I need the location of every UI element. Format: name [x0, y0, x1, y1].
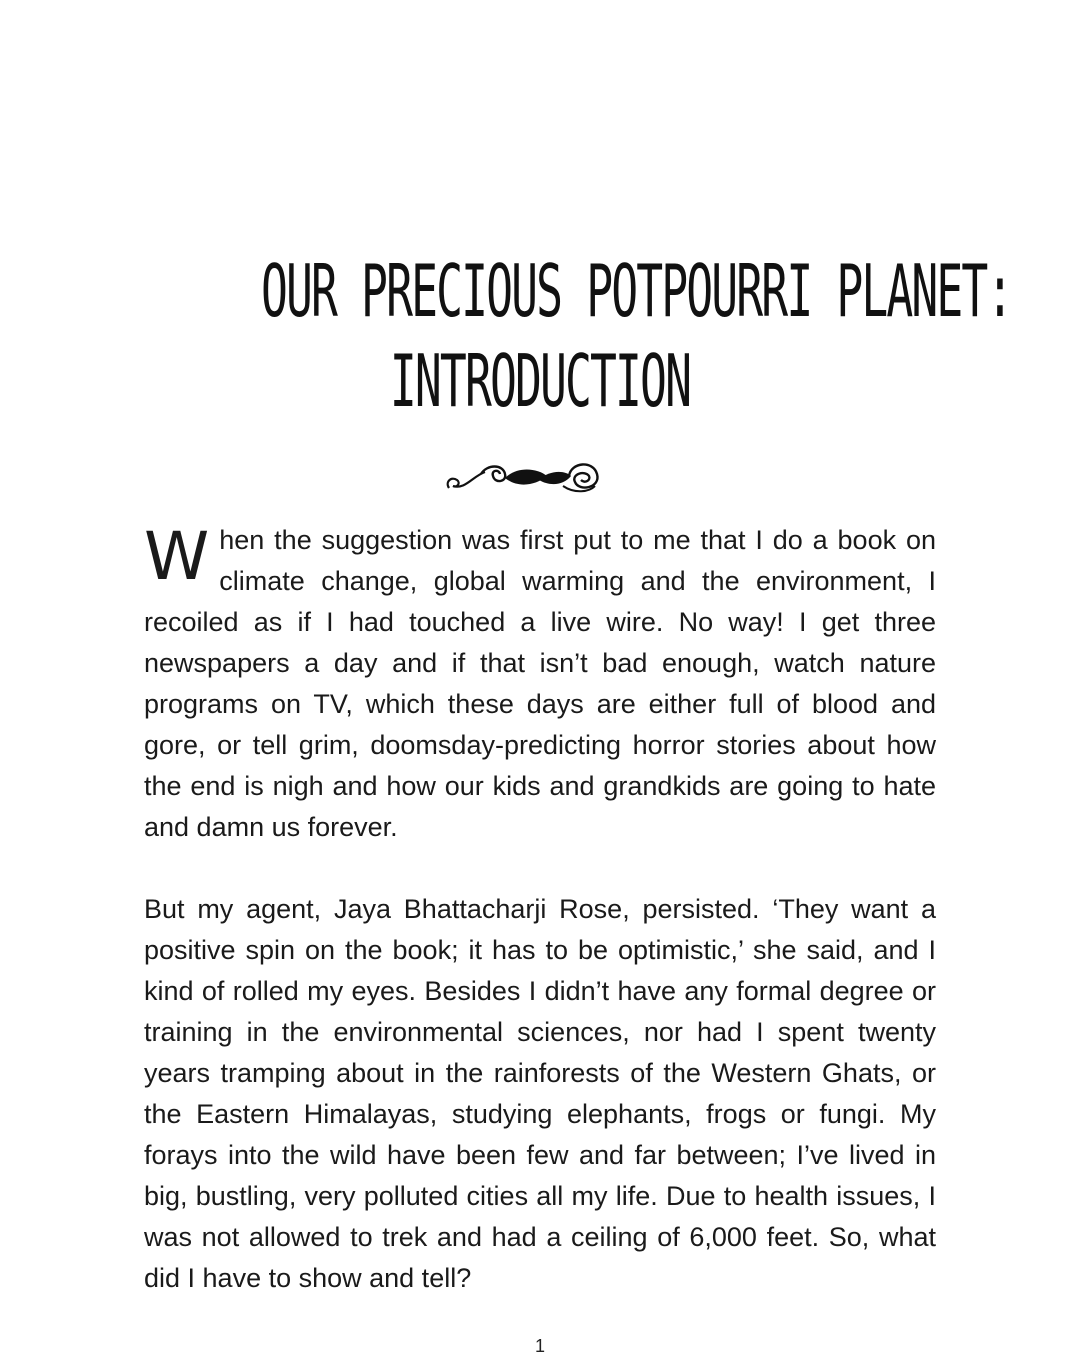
page-number: 1: [534, 1336, 545, 1356]
chapter-title-line-1: OUR PRECIOUS POTPOURRI PLANET:: [261, 249, 1012, 333]
paragraph-1-text: hen the suggestion was first put to me that I do a book on climate change, global warming and the environment, I recoiled as if I had touched a live wire. No way! I get three newspapers a day and if that isn’t bad enough, watch nature programs on TV, which these days are either full of blood and gore, or tell grim, doomsday-predicting horror stories about how the end is nigh and how our kids and grandkids are going to hate and damn us forever.: [144, 525, 936, 842]
drop-cap: W: [144, 518, 210, 595]
decorative-flourish-icon: [443, 456, 603, 498]
chapter-title-line-2: INTRODUCTION: [389, 339, 691, 423]
paragraph-2: But my agent, Jaya Bhattacharji Rose, persisted. ‘They want a positive spin on the book; it has to be optimistic,’ she said, and I kind of rolled my eyes. Besides I didn’t have any formal degree or training in the environmental sciences, nor had I spent twenty years tramping about in the rainforests of the Western Ghats, or the Eastern Himalayas, studying elephants, frogs or fungi. My forays into the wild have been few and far between; I’ve lived in big, bustling, very polluted cities all my life. Due to health issues, I was not allowed to trek and had a ceiling of 6,000 feet. So, what did I have to show and tell?: [144, 894, 936, 1293]
paragraph-1: [144, 520, 936, 848]
chapter-title: [90, 246, 1012, 426]
